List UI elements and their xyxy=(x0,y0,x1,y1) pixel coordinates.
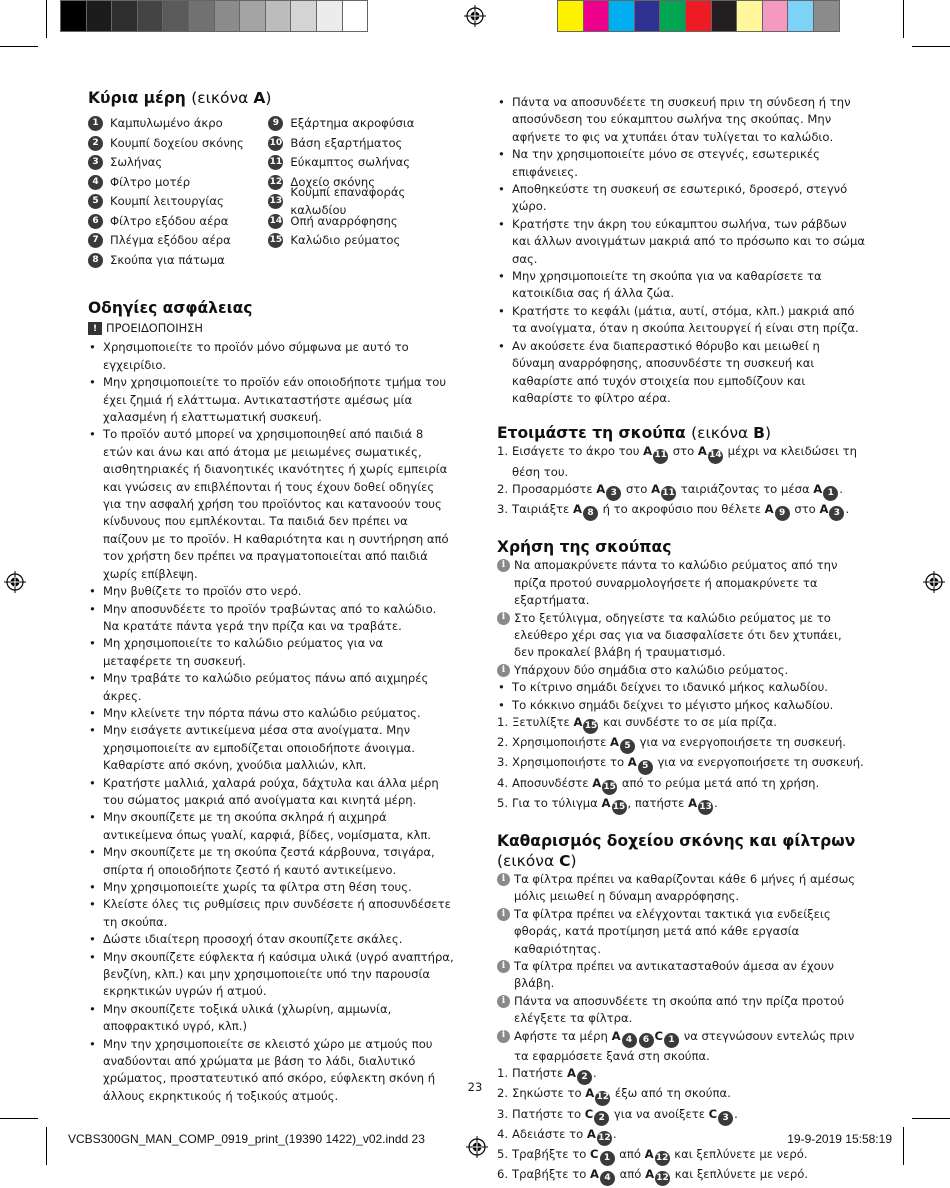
part-number-badge: 12 xyxy=(597,1131,612,1146)
part-number-badge: 9 xyxy=(268,116,283,131)
part-number-badge: 7 xyxy=(88,233,103,248)
part-number-badge: 3 xyxy=(88,155,103,170)
step-number: 4. xyxy=(497,775,509,790)
part-label: Καμπυλωμένο άκρο xyxy=(110,116,223,131)
info-note: i Στο ξετύλιγμα, οδηγείστε τα καλώδιο ρεύματος με το ελεύθερο χέρι σας για να διασφαλίσετε ότι δεν χτυπάει, δεν προκαλεί βλάβη ή τραυματισμό. xyxy=(497,610,865,662)
color-swatch xyxy=(659,0,686,32)
figure-ref: A xyxy=(573,714,583,729)
step-number: 5. xyxy=(497,795,509,810)
part-number-badge: 15 xyxy=(268,233,283,248)
part-number-badge: 1 xyxy=(664,1033,679,1048)
info-note: i Πάντα να αποσυνδέετε τη σκούπα από την πρίζα προτού ελέγξετε τα φίλτρα. xyxy=(497,993,865,1028)
color-swatch xyxy=(711,0,738,32)
step-number: 4. xyxy=(497,1126,509,1141)
info-note: i Να απομακρύνετε πάντα το καλώδιο ρεύματος από την πρίζα προτού συναρμολογήσετε ή απομακρύνετε τα εξαρτήματα. xyxy=(497,557,865,609)
part-label: Κουμπί δοχείου σκόνης xyxy=(110,135,244,150)
part-number-badge: 9 xyxy=(775,506,790,521)
figure-ref: A xyxy=(610,735,619,750)
part-number-badge: 12 xyxy=(655,1151,670,1166)
step-number: 2. xyxy=(497,735,509,750)
color-swatch xyxy=(188,0,215,32)
color-swatch xyxy=(239,0,266,32)
part-number-badge: 15 xyxy=(602,780,617,795)
figure-ref: C xyxy=(654,1028,664,1043)
safety-item: • Μην εισάγετε αντικείμενα μέσα στα ανοίγματα. Μην χρησιμοποιείτε αν εμποδίζεται οποιοδήποτε άνοιγμα. Καθαρίστε από σκόνη, χνούδια μαλλιών, κλπ. xyxy=(88,722,455,774)
crop-mark xyxy=(46,1127,47,1165)
figure-ref: C xyxy=(590,1147,599,1162)
info-note: i Τα φίλτρα πρέπει να καθαρίζονται κάθε 6 μήνες ή αμέσως μόλις μειωθεί η δύναμη αναρρόφησης. xyxy=(497,871,865,906)
figure-ref: A xyxy=(586,1126,596,1141)
part-item xyxy=(88,134,268,154)
figure-ref: A xyxy=(566,1066,576,1081)
step-number: 1. xyxy=(497,1066,509,1081)
color-swatch xyxy=(787,0,814,32)
step-item: 3. Πατήστε το C 2 για να ανοίξετε C 3 . xyxy=(497,1106,865,1126)
step-number: 2. xyxy=(497,481,509,496)
part-number-badge: 14 xyxy=(708,449,723,464)
part-number-badge: 1 xyxy=(823,486,838,501)
info-icon: i xyxy=(497,559,510,572)
warning-label: ! ΠΡΟΕΙΔΟΠΟΙΗΣΗ xyxy=(88,320,455,337)
registration-mark-icon xyxy=(464,5,486,27)
part-item xyxy=(268,185,455,217)
color-swatch xyxy=(316,0,343,32)
color-swatch xyxy=(608,0,635,32)
part-label: Εύκαμπτος σωλήνας xyxy=(290,155,411,170)
safety-item: • Μην την χρησιμοποιείτε σε κλειστό χώρο με ατμούς που αναδύονται από χρώματα με βάση το λάδι, διαλυτικό χρώματος, προστατευτικό από σκόρο, εύφλεκτη σκόνη ή άλλους εκρηκτικούς ή τοξικούς ατμούς. xyxy=(88,1036,455,1106)
safety-item: • Μην αποσυνδέετε το προϊόν τραβώντας από το καλώδιο. Να κρατάτε πάντα γερά την πρίζα και να τραβάτε. xyxy=(88,601,455,636)
safety-item: • Πάντα να αποσυνδέετε τη συσκευή πριν τη σύνδεση ή την αποσύνδεση του εύκαμπτου σωλήνα της σκούπας. Μην αφήνετε το φις να χτυπάει όταν τυλίγεται το καλώδιο. xyxy=(497,94,865,146)
part-number-badge: 3 xyxy=(829,506,844,521)
step-number: 3. xyxy=(497,755,509,770)
step-item: 1. Ξετυλίξτε A 15 και συνδέστε το σε μία πρίζα. xyxy=(497,714,865,734)
prepare-steps xyxy=(497,443,865,521)
footer-filename: VCBS300GN_MAN_COMP_0919_print_(19390 1422)_v02.indd 23 xyxy=(68,1132,425,1146)
part-number-badge: 13 xyxy=(268,194,283,209)
safety-list-continued xyxy=(497,94,865,407)
info-icon: i xyxy=(497,960,510,973)
figure-ref: A xyxy=(651,481,661,496)
figure-ref: A xyxy=(596,481,606,496)
grayscale-swatch-bar xyxy=(60,0,367,32)
step-number: 3. xyxy=(497,502,509,517)
part-item xyxy=(268,231,455,251)
figure-ref: A xyxy=(592,775,602,790)
part-number-badge: 2 xyxy=(594,1111,609,1126)
figure-ref: A xyxy=(764,502,774,517)
info-note: i Υπάρχουν δύο σημάδια στο καλώδιο ρεύματος. xyxy=(497,662,865,679)
color-swatch xyxy=(86,0,113,32)
crop-mark xyxy=(912,1118,950,1119)
part-number-badge: 4 xyxy=(600,1171,615,1186)
info-icon: i xyxy=(497,995,510,1008)
figure-ref: A xyxy=(590,1167,599,1182)
figure-ref: A xyxy=(572,502,582,517)
part-number-badge: 6 xyxy=(639,1033,654,1048)
use-notes xyxy=(497,557,865,679)
footer-timestamp: 19-9-2019 15:58:19 xyxy=(787,1132,892,1146)
crop-mark xyxy=(0,46,38,47)
crop-mark xyxy=(903,0,904,38)
color-swatch xyxy=(685,0,712,32)
figure-ref: A xyxy=(645,1167,655,1182)
figure-ref: A xyxy=(627,755,637,770)
figure-ref: A xyxy=(819,502,829,517)
safety-item: • Μην σκουπίζετε με τη σκούπα σκληρά ή αιχμηρά αντικείμενα όπως γυαλί, καρφιά, βίδες, νομίσματα, κλπ. xyxy=(88,809,455,844)
part-number-badge: 11 xyxy=(653,449,668,464)
safety-item: • Αν ακούσετε ένα διαπεραστικό θόρυβο και μειωθεί η δύναμη αναρρόφησης, αποσυνδέστε τη συσκευή και καθαρίστε από τυχόν στοιχεία που εμποδίζουν και καθαρίστε το φίλτρο αέρα. xyxy=(497,338,865,408)
part-item xyxy=(88,153,268,173)
part-number-badge: 3 xyxy=(718,1111,733,1126)
part-number-badge: 2 xyxy=(88,136,103,151)
step-item: 1. Εισάγετε το άκρο του A 11 στο A 14 μέχρι να κλειδώσει τη θέση του. xyxy=(497,444,857,479)
part-label: Κουμπί λειτουργίας xyxy=(110,194,224,209)
info-note: i Τα φίλτρα πρέπει να ελέγχονται τακτικά για ενδείξεις φθοράς, κατά προτίμηση μετά από κάθε εργασία καθαριότητας. xyxy=(497,906,865,958)
main-parts-heading: Κύρια μέρη (εικόνα A) xyxy=(88,89,272,107)
part-label: Πλέγμα εξόδου αέρα xyxy=(110,233,231,248)
part-item xyxy=(88,114,268,134)
step-number: 3. xyxy=(497,1106,509,1121)
part-label: Φίλτρο εξόδου αέρα xyxy=(110,213,229,228)
warning-triangle-icon: ! xyxy=(88,322,102,335)
color-swatch xyxy=(162,0,189,32)
part-number-badge: 12 xyxy=(655,1171,670,1186)
part-number-badge: 1 xyxy=(600,1151,615,1166)
color-swatch xyxy=(583,0,610,32)
step-item: 6. Τραβήξτε το A 4 από A 12 και ξεπλύνετε με νερό. xyxy=(497,1166,865,1186)
part-label: Κουμπί επαναφοράς καλωδίου xyxy=(290,185,406,217)
figure-ref: A xyxy=(813,481,823,496)
step-item: 3. Ταιριάξτε A 8 ή το ακροφύσιο που θέλετε A 9 στο A 3 . xyxy=(497,501,865,521)
left-column xyxy=(88,88,455,1105)
color-swatch xyxy=(813,0,840,32)
cleaning-heading: Καθαρισμός δοχείου σκόνης και φίλτρων (εικόνα C) xyxy=(497,832,856,870)
info-icon: i xyxy=(497,1030,510,1043)
part-label: Σωλήνας xyxy=(110,155,163,170)
safety-item: • Το προϊόν αυτό μπορεί να χρησιμοποιηθεί από παιδιά 8 ετών και άνω και από άτομα με μειωμένες σωματικές, αισθητηριακές ή διανοητικές ικανότητες ή χωρίς εμπειρία και γνώσεις αν επιβλέπονται ή τους έχουν δοθεί οδηγίες για την ασφαλή χρήση του προϊόντος και κατανοούν τους κίνδυνους που εμπλέκονται. Τα παιδιά δεν πρέπει να παίζουν με το προϊόν. Η καθαριότητα και η συντήρηση από τον χρήστη δεν πρέπει να πραγματοποιείται από παιδιά χωρίς επίβλεψη. xyxy=(88,426,455,583)
safety-item: • Κρατήστε την άκρη του εύκαμπτου σωλήνα, των ράβδων και άλλων ανοιγμάτων μακριά από το πρόσωπο και το σώμα σας. xyxy=(497,216,865,268)
color-swatch xyxy=(762,0,789,32)
safety-item: • Δώστε ιδιαίτερη προσοχή όταν σκουπίζετε σκάλες. xyxy=(88,931,455,948)
step-item: 2. Σηκώστε το A 12 έξω από τη σκούπα. xyxy=(497,1085,865,1105)
step-number: 2. xyxy=(497,1086,509,1101)
step-item: 3. Χρησιμοποιήστε το A 5 για να ενεργοποιήσετε τη συσκευή. xyxy=(497,754,865,774)
part-item xyxy=(268,153,455,173)
figure-ref: A xyxy=(644,1147,654,1162)
part-number-badge: 14 xyxy=(268,214,283,229)
part-label: Δοχείο σκόνης xyxy=(290,174,376,189)
part-item xyxy=(88,192,268,212)
prepare-heading: Ετοιμάστε τη σκούπα (εικόνα B) xyxy=(497,424,772,443)
part-number-badge: 15 xyxy=(583,719,598,734)
part-label: Καλώδιο ρεύματος xyxy=(290,233,401,248)
safety-item: • Κρατήστε μαλλιά, χαλαρά ρούχα, δάχτυλα και άλλα μέρη του σώματος μακριά από ανοίγματα και κινητά μέρη. xyxy=(88,775,455,810)
color-swatch xyxy=(214,0,241,32)
part-number-badge: 15 xyxy=(612,800,627,815)
safety-item: • Μην τραβάτε το καλώδιο ρεύματος πάνω από αιχμηρές άκρες. xyxy=(88,670,455,705)
part-item xyxy=(268,114,455,134)
safety-item: • Κρατήστε το κεφάλι (μάτια, αυτί, στόμα, κλπ.) μακριά από τα ανοίγματα, όταν η σκούπα λειτουργεί ή είναι στη πρίζα. xyxy=(497,303,865,338)
figure-ref: C xyxy=(708,1106,718,1121)
color-swatch xyxy=(60,0,87,32)
safety-item: • Μην χρησιμοποιείτε χωρίς τα φίλτρα στη θέση τους. xyxy=(88,879,455,896)
color-swatch xyxy=(557,0,584,32)
crop-mark xyxy=(0,1118,38,1119)
figure-ref: A xyxy=(688,795,698,810)
step-number: 6. xyxy=(497,1167,509,1182)
use-bullet: • Το κίτρινο σημάδι δείχνει το ιδανικό μήκος καλωδίου. xyxy=(497,679,865,696)
safety-item: • Μην σκουπίζετε τοξικά υλικά (χλωρίνη, αμμωνία, αποφρακτικό υγρό, κλπ.) xyxy=(88,1001,455,1036)
cleaning-notes xyxy=(497,871,865,1065)
info-icon: i xyxy=(497,873,510,886)
part-item xyxy=(268,134,455,154)
safety-item: • Μην χρησιμοποιείτε τη σκούπα για να καθαρίσετε τα κατοικίδια σας ή άλλα ζώα. xyxy=(497,268,865,303)
step-item: 2. Προσαρμόστε A 3 στο A 11 ταιριάζοντας το μέσα A 1 . xyxy=(497,481,865,501)
part-number-badge: 5 xyxy=(620,739,635,754)
safety-item: • Μην βυθίζετε το προϊόν στο νερό. xyxy=(88,583,455,600)
info-icon: i xyxy=(497,664,510,677)
part-number-badge: 8 xyxy=(88,253,103,268)
color-swatch xyxy=(342,0,369,32)
step-item: 5. Για το τύλιγμα A 15 , πατήστε A 13 . xyxy=(497,795,865,815)
use-heading: Χρήση της σκούπας xyxy=(497,538,672,557)
color-swatch xyxy=(137,0,164,32)
figure-ref: A xyxy=(601,795,611,810)
step-item: 2. Χρησιμοποιήστε A 5 για να ενεργοποιήσετε τη συσκευή. xyxy=(497,734,865,754)
safety-item: • Να την χρησιμοποιείτε μόνο σε στεγνές, εσωτερικές επιφάνειες. xyxy=(497,146,865,181)
info-note: i Αφήστε τα μέρη A 4 6 C 1 να στεγνώσουν εντελώς πριν τα εφαρμόσετε ξανά στη σκούπα. xyxy=(497,1028,865,1066)
part-number-badge: 4 xyxy=(622,1033,637,1048)
part-label: Σκούπα για πάτωμα xyxy=(110,252,225,267)
color-swatch-bar xyxy=(557,0,839,32)
page-number: 23 xyxy=(467,1080,483,1094)
color-swatch xyxy=(634,0,661,32)
figure-ref: A xyxy=(643,444,653,459)
right-column xyxy=(497,94,865,1186)
step-item: 1. Πατήστε A 2 . xyxy=(497,1065,865,1085)
step-item: 4. Αδειάστε το A 12 . xyxy=(497,1126,865,1146)
color-swatch xyxy=(265,0,292,32)
part-number-badge: 8 xyxy=(583,506,598,521)
part-item xyxy=(88,212,268,232)
figure-ref: A xyxy=(611,1028,621,1043)
part-number-badge: 11 xyxy=(661,486,676,501)
registration-mark-icon xyxy=(923,571,945,593)
crop-mark xyxy=(903,1127,904,1165)
part-number-badge: 2 xyxy=(577,1070,592,1085)
part-number-badge: 4 xyxy=(88,175,103,190)
safety-item: • Μην κλείνετε την πόρτα πάνω στο καλώδιο ρεύματος. xyxy=(88,705,455,722)
step-number: 5. xyxy=(497,1147,509,1162)
info-note: i Τα φίλτρα πρέπει να αντικατασταθούν άμεσα αν έχουν βλάβη. xyxy=(497,958,865,993)
info-icon: i xyxy=(497,612,510,625)
safety-heading: Οδηγίες ασφάλειας xyxy=(88,299,253,317)
info-icon: i xyxy=(497,908,510,921)
safety-item: • Αποθηκεύστε τη συσκευή σε εσωτερικό, δροσερό, στεγνό χώρο. xyxy=(497,181,865,216)
part-number-badge: 12 xyxy=(268,175,283,190)
safety-list xyxy=(88,339,455,1105)
part-number-badge: 13 xyxy=(698,800,713,815)
step-number: 1. xyxy=(497,444,509,459)
part-item xyxy=(88,173,268,193)
safety-item: • Κλείστε όλες τις ρυθμίσεις πριν συνδέσετε ή αποσυνδέσετε τη σκούπα. xyxy=(88,896,455,931)
color-swatch xyxy=(111,0,138,32)
figure-ref: C xyxy=(584,1106,594,1121)
parts-list xyxy=(88,114,455,270)
part-label: Οπή αναρρόφησης xyxy=(290,213,398,228)
step-item: 5. Τραβήξτε το C 1 από A 12 και ξεπλύνετε με νερό. xyxy=(497,1146,865,1166)
step-number: 1. xyxy=(497,714,509,729)
step-item: 4. Αποσυνδέστε A 15 από το ρεύμα μετά από τη χρήση. xyxy=(497,775,865,795)
part-item xyxy=(88,251,268,271)
registration-mark-icon xyxy=(466,1136,488,1158)
part-label: Εξάρτημα ακροφύσια xyxy=(290,116,415,131)
color-swatch xyxy=(736,0,763,32)
figure-ref: A xyxy=(585,1086,595,1101)
use-bullet: • Το κόκκινο σημάδι δείχνει το μέγιστο μήκος καλωδίου. xyxy=(497,697,865,714)
part-number-badge: 1 xyxy=(88,116,103,131)
crop-mark xyxy=(912,46,950,47)
use-steps xyxy=(497,714,865,815)
part-number-badge: 12 xyxy=(595,1091,610,1106)
safety-item: • Μην χρησιμοποιείτε το προϊόν εάν οποιοδήποτε τμήμα του έχει ζημιά ή ελάττωμα. Αντικαταστήστε αμέσως μία χαλασμένη ή ελαττωματική συσκευή. xyxy=(88,374,455,426)
part-number-badge: 3 xyxy=(606,486,621,501)
safety-item: • Χρησιμοποιείτε το προϊόν μόνο σύμφωνα με αυτό το εγχειρίδιο. xyxy=(88,339,455,374)
part-label: Φίλτρο μοτέρ xyxy=(110,174,191,189)
part-number-badge: 6 xyxy=(88,214,103,229)
color-swatch xyxy=(290,0,317,32)
figure-ref: A xyxy=(697,444,707,459)
part-label: Βάση εξαρτήματος xyxy=(290,135,403,150)
crop-mark xyxy=(46,0,47,38)
part-number-badge: 10 xyxy=(268,136,283,151)
part-item xyxy=(88,231,268,251)
safety-item: • Μην σκουπίζετε με τη σκούπα ζεστά κάρβουνα, τσιγάρα, σπίρτα ή οποιοδήποτε ζεστό ή καυτό αντικείμενο. xyxy=(88,844,455,879)
registration-mark-icon xyxy=(4,571,26,593)
part-number-badge: 5 xyxy=(88,194,103,209)
part-number-badge: 5 xyxy=(638,760,653,775)
use-bullets xyxy=(497,679,865,714)
safety-item: • Μην σκουπίζετε εύφλεκτα ή καύσιμα υλικά (υγρό αναπτήρα, βενζίνη, κλπ.) και μην χρησιμοποιείτε υπό την παρουσία εκρηκτικών υγρών ή ατμού. xyxy=(88,949,455,1001)
part-number-badge: 11 xyxy=(268,155,283,170)
safety-item: • Μη χρησιμοποιείτε το καλώδιο ρεύματος για να μεταφέρετε τη συσκευή. xyxy=(88,635,455,670)
